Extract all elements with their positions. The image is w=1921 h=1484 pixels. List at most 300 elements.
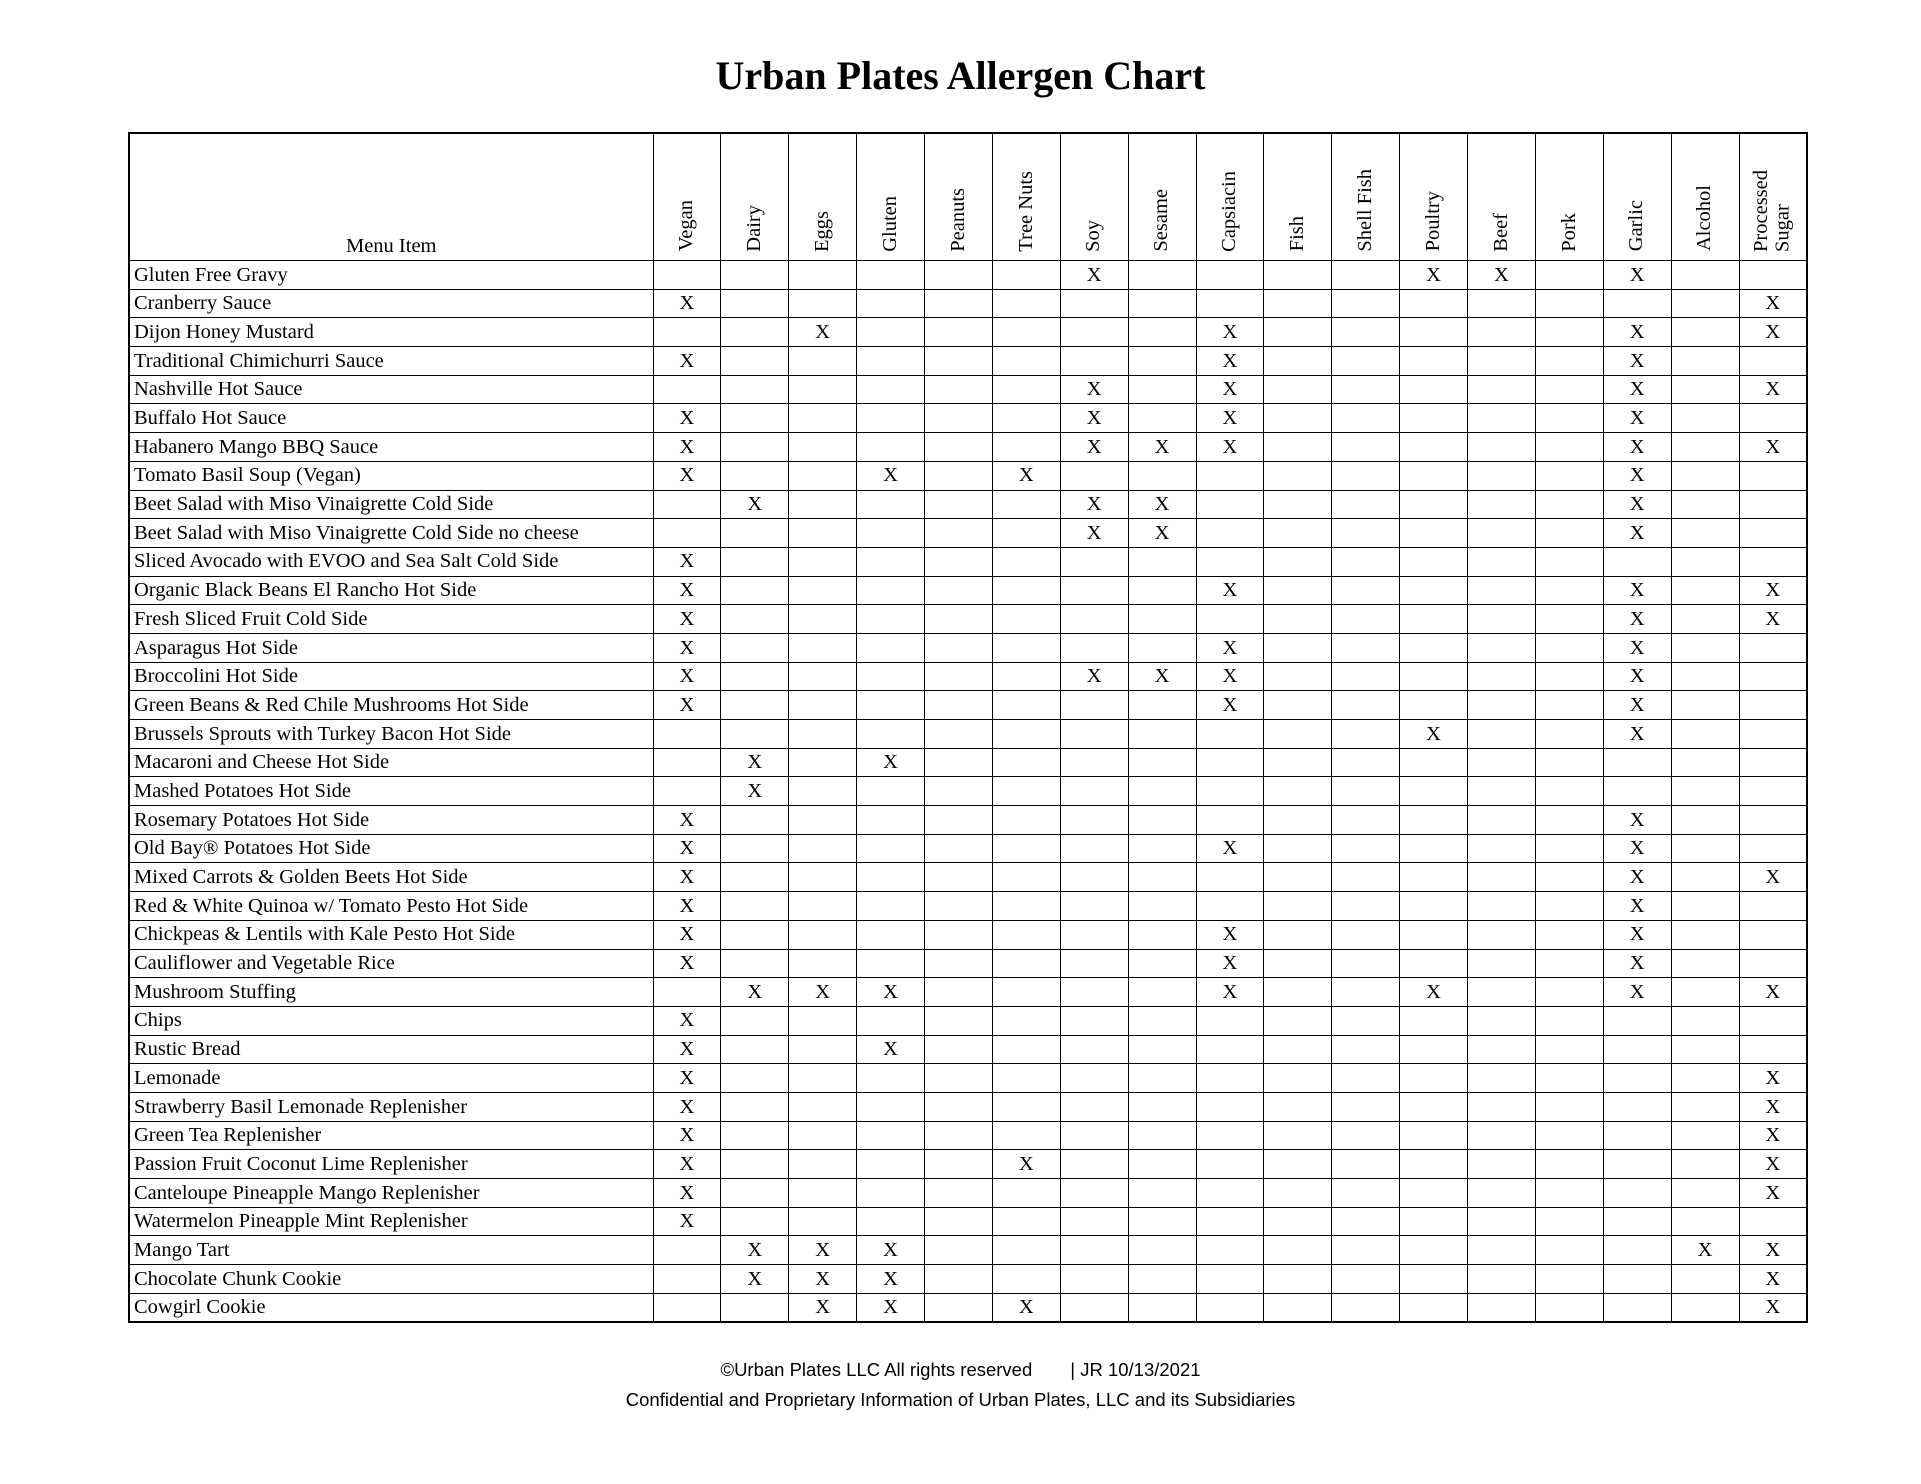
- allergen-cell: [925, 978, 993, 1007]
- allergen-cell: X: [1603, 605, 1671, 634]
- allergen-cell: [1400, 1207, 1468, 1236]
- allergen-cell: [1060, 806, 1128, 835]
- table-row: [129, 978, 1807, 1007]
- allergen-cell: [1196, 1092, 1264, 1121]
- allergen-cell: [925, 605, 993, 634]
- allergen-cell: [925, 834, 993, 863]
- allergen-cell: [1264, 461, 1332, 490]
- allergen-cell: [1128, 375, 1196, 404]
- allergen-cell: [789, 834, 857, 863]
- allergen-cell: [1332, 490, 1400, 519]
- allergen-cell: X: [789, 1236, 857, 1265]
- allergen-cell: [789, 433, 857, 462]
- allergen-cell: X: [653, 461, 721, 490]
- allergen-cell: [789, 892, 857, 921]
- allergen-cell: [1400, 1265, 1468, 1294]
- allergen-cell: [1264, 1265, 1332, 1294]
- allergen-cell: [1400, 1236, 1468, 1265]
- allergen-cell: [1128, 576, 1196, 605]
- table-row: [129, 1121, 1807, 1150]
- allergen-cell: [1468, 892, 1536, 921]
- allergen-cell: [1468, 404, 1536, 433]
- allergen-cell: X: [1196, 920, 1264, 949]
- allergen-cell: [1400, 490, 1468, 519]
- allergen-cell: [1060, 1207, 1128, 1236]
- allergen-cell: [1739, 1006, 1807, 1035]
- allergen-cell: [1196, 1236, 1264, 1265]
- allergen-cell: [1400, 576, 1468, 605]
- menu-item-name: Fresh Sliced Fruit Cold Side: [129, 605, 653, 634]
- allergen-cell: [857, 1006, 925, 1035]
- table-row: [129, 605, 1807, 634]
- allergen-cell: [1603, 1035, 1671, 1064]
- allergen-cell: [721, 834, 789, 863]
- allergen-cell: [1332, 375, 1400, 404]
- allergen-cell: [1400, 777, 1468, 806]
- allergen-cell: [1468, 1121, 1536, 1150]
- allergen-cell: [1264, 662, 1332, 691]
- allergen-cell: [1196, 490, 1264, 519]
- allergen-cell: [1603, 547, 1671, 576]
- allergen-cell: [1535, 1064, 1603, 1093]
- allergen-header: [1332, 133, 1400, 261]
- allergen-cell: [789, 920, 857, 949]
- allergen-cell: [1332, 1150, 1400, 1179]
- allergen-cell: [789, 1150, 857, 1179]
- allergen-cell: [789, 691, 857, 720]
- allergen-cell: [1060, 1092, 1128, 1121]
- allergen-cell: X: [653, 834, 721, 863]
- menu-item-name: Organic Black Beans El Rancho Hot Side: [129, 576, 653, 605]
- allergen-cell: X: [653, 892, 721, 921]
- table-row: [129, 433, 1807, 462]
- allergen-cell: [1264, 375, 1332, 404]
- menu-item-header: Menu Item: [129, 133, 653, 261]
- allergen-cell: X: [1128, 433, 1196, 462]
- allergen-cell: X: [1739, 1121, 1807, 1150]
- allergen-cell: X: [653, 433, 721, 462]
- allergen-cell: [925, 1207, 993, 1236]
- allergen-cell: [1468, 834, 1536, 863]
- allergen-cell: [721, 691, 789, 720]
- allergen-cell: [1468, 1150, 1536, 1179]
- allergen-cell: [721, 806, 789, 835]
- allergen-cell: [857, 834, 925, 863]
- allergen-cell: X: [1128, 662, 1196, 691]
- allergen-cell: X: [653, 863, 721, 892]
- allergen-cell: X: [1060, 519, 1128, 548]
- table-header-row: [129, 133, 1807, 261]
- allergen-cell: [1671, 978, 1739, 1007]
- allergen-cell: [1128, 720, 1196, 749]
- allergen-header: [1739, 133, 1807, 261]
- allergen-cell: X: [1603, 949, 1671, 978]
- allergen-cell: [1671, 920, 1739, 949]
- allergen-cell: [1671, 1265, 1739, 1294]
- allergen-cell: X: [857, 1035, 925, 1064]
- allergen-cell: [1400, 633, 1468, 662]
- allergen-cell: [1128, 1179, 1196, 1208]
- allergen-cell: [1196, 720, 1264, 749]
- allergen-cell: X: [1400, 261, 1468, 290]
- allergen-cell: [1128, 633, 1196, 662]
- allergen-cell: [925, 1006, 993, 1035]
- allergen-cell: [1671, 662, 1739, 691]
- allergen-cell: [1060, 1293, 1128, 1322]
- allergen-cell: X: [721, 777, 789, 806]
- table-row: [129, 748, 1807, 777]
- allergen-header: [857, 133, 925, 261]
- allergen-cell: [1264, 1064, 1332, 1093]
- allergen-cell: [1400, 834, 1468, 863]
- allergen-cell: [992, 404, 1060, 433]
- menu-item-name: Mixed Carrots & Golden Beets Hot Side: [129, 863, 653, 892]
- revision-text: | JR 10/13/2021: [1070, 1359, 1201, 1380]
- allergen-cell: X: [1739, 863, 1807, 892]
- allergen-cell: [1671, 1150, 1739, 1179]
- allergen-cell: [925, 519, 993, 548]
- allergen-cell: X: [1468, 261, 1536, 290]
- table-row: [129, 347, 1807, 376]
- allergen-cell: [857, 347, 925, 376]
- allergen-cell: [1264, 748, 1332, 777]
- allergen-cell: [1468, 1179, 1536, 1208]
- allergen-cell: [992, 978, 1060, 1007]
- allergen-cell: [1060, 720, 1128, 749]
- allergen-cell: [1535, 1121, 1603, 1150]
- footer-line-1: [0, 1355, 1921, 1385]
- allergen-cell: [1468, 777, 1536, 806]
- allergen-header: [1196, 133, 1264, 261]
- allergen-cell: [1060, 1035, 1128, 1064]
- allergen-cell: X: [1603, 662, 1671, 691]
- allergen-cell: [789, 806, 857, 835]
- allergen-cell: X: [789, 1265, 857, 1294]
- allergen-cell: [1264, 1035, 1332, 1064]
- menu-item-name: Mushroom Stuffing: [129, 978, 653, 1007]
- allergen-cell: [992, 949, 1060, 978]
- allergen-cell: X: [653, 404, 721, 433]
- table-row: [129, 404, 1807, 433]
- allergen-cell: [789, 1121, 857, 1150]
- allergen-cell: [1671, 633, 1739, 662]
- allergen-cell: [1060, 347, 1128, 376]
- allergen-cell: [1739, 490, 1807, 519]
- table-row: [129, 834, 1807, 863]
- allergen-cell: [1128, 1265, 1196, 1294]
- allergen-cell: X: [1603, 892, 1671, 921]
- allergen-cell: [1400, 605, 1468, 634]
- allergen-cell: [1196, 547, 1264, 576]
- allergen-cell: [925, 490, 993, 519]
- allergen-cell: [1060, 949, 1128, 978]
- allergen-cell: [1535, 289, 1603, 318]
- allergen-cell: X: [653, 691, 721, 720]
- allergen-header-label: Tree Nuts: [1014, 170, 1037, 252]
- allergen-header: [1671, 133, 1739, 261]
- allergen-cell: [721, 1207, 789, 1236]
- menu-item-name: Broccolini Hot Side: [129, 662, 653, 691]
- table-row: [129, 1150, 1807, 1179]
- allergen-cell: X: [1196, 433, 1264, 462]
- allergen-cell: [857, 691, 925, 720]
- allergen-cell: [1603, 1236, 1671, 1265]
- allergen-cell: [1400, 404, 1468, 433]
- allergen-cell: X: [1739, 605, 1807, 634]
- table-row: [129, 1035, 1807, 1064]
- allergen-cell: X: [1603, 347, 1671, 376]
- allergen-cell: [1332, 920, 1400, 949]
- allergen-cell: [992, 289, 1060, 318]
- allergen-cell: [1468, 1236, 1536, 1265]
- allergen-cell: [925, 949, 993, 978]
- table-row: [129, 1293, 1807, 1322]
- allergen-cell: [653, 519, 721, 548]
- allergen-cell: [1739, 834, 1807, 863]
- page-title: Urban Plates Allergen Chart: [715, 53, 1206, 98]
- allergen-cell: [1060, 1179, 1128, 1208]
- menu-item-name: Tomato Basil Soup (Vegan): [129, 461, 653, 490]
- allergen-cell: [992, 433, 1060, 462]
- allergen-header: [1400, 133, 1468, 261]
- allergen-cell: [721, 1150, 789, 1179]
- allergen-cell: [789, 949, 857, 978]
- allergen-cell: [1535, 777, 1603, 806]
- allergen-cell: X: [1603, 920, 1671, 949]
- allergen-cell: [1535, 978, 1603, 1007]
- table-row: [129, 806, 1807, 835]
- allergen-cell: X: [789, 318, 857, 347]
- allergen-cell: X: [1739, 978, 1807, 1007]
- allergen-cell: [1468, 461, 1536, 490]
- allergen-cell: [653, 777, 721, 806]
- allergen-cell: [1264, 1236, 1332, 1265]
- allergen-cell: X: [1603, 834, 1671, 863]
- allergen-table: [128, 132, 1808, 1323]
- allergen-cell: [1332, 1265, 1400, 1294]
- table-row: [129, 777, 1807, 806]
- allergen-cell: [1196, 1293, 1264, 1322]
- allergen-cell: [1671, 892, 1739, 921]
- allergen-cell: X: [857, 461, 925, 490]
- allergen-cell: [1264, 404, 1332, 433]
- allergen-cell: [1332, 863, 1400, 892]
- allergen-cell: [1060, 978, 1128, 1007]
- allergen-cell: X: [857, 1265, 925, 1294]
- allergen-cell: [1468, 318, 1536, 347]
- allergen-cell: [1128, 834, 1196, 863]
- allergen-cell: [1332, 834, 1400, 863]
- allergen-cell: X: [653, 547, 721, 576]
- allergen-cell: [1264, 261, 1332, 290]
- allergen-cell: X: [1739, 576, 1807, 605]
- allergen-cell: [653, 720, 721, 749]
- allergen-cell: [1400, 691, 1468, 720]
- allergen-cell: [1332, 691, 1400, 720]
- allergen-cell: [992, 1035, 1060, 1064]
- allergen-cell: [1332, 318, 1400, 347]
- allergen-cell: [1535, 691, 1603, 720]
- menu-item-name: Lemonade: [129, 1064, 653, 1093]
- allergen-cell: [1128, 806, 1196, 835]
- allergen-cell: [1128, 289, 1196, 318]
- allergen-cell: [1400, 461, 1468, 490]
- allergen-cell: [1739, 1207, 1807, 1236]
- allergen-cell: [1468, 949, 1536, 978]
- allergen-cell: [1128, 1092, 1196, 1121]
- allergen-cell: [1128, 748, 1196, 777]
- table-row: [129, 720, 1807, 749]
- allergen-cell: [789, 1064, 857, 1093]
- allergen-cell: [1128, 318, 1196, 347]
- allergen-cell: [1739, 777, 1807, 806]
- allergen-cell: [1264, 949, 1332, 978]
- allergen-cell: [1535, 375, 1603, 404]
- allergen-cell: X: [1603, 720, 1671, 749]
- allergen-cell: [653, 375, 721, 404]
- allergen-cell: [1332, 519, 1400, 548]
- allergen-cell: [653, 978, 721, 1007]
- allergen-cell: [789, 375, 857, 404]
- menu-item-name: Buffalo Hot Sauce: [129, 404, 653, 433]
- allergen-cell: [1060, 461, 1128, 490]
- allergen-cell: X: [857, 978, 925, 1007]
- allergen-cell: [1671, 863, 1739, 892]
- allergen-cell: X: [1739, 1236, 1807, 1265]
- allergen-cell: [721, 576, 789, 605]
- allergen-cell: X: [653, 1207, 721, 1236]
- allergen-cell: [992, 318, 1060, 347]
- allergen-header-label: Capsiacin: [1218, 170, 1241, 252]
- menu-item-name: Cowgirl Cookie: [129, 1293, 653, 1322]
- allergen-cell: X: [1196, 978, 1264, 1007]
- allergen-cell: [1332, 1092, 1400, 1121]
- table-row: [129, 1092, 1807, 1121]
- allergen-cell: X: [1196, 949, 1264, 978]
- allergen-cell: [1603, 1092, 1671, 1121]
- allergen-cell: [1400, 1006, 1468, 1035]
- table-row: [129, 461, 1807, 490]
- allergen-cell: X: [1603, 433, 1671, 462]
- allergen-cell: [1400, 318, 1468, 347]
- menu-item-name: Chickpeas & Lentils with Kale Pesto Hot Side: [129, 920, 653, 949]
- allergen-cell: [1535, 1150, 1603, 1179]
- allergen-cell: X: [1196, 691, 1264, 720]
- allergen-cell: [1332, 1293, 1400, 1322]
- allergen-cell: X: [653, 605, 721, 634]
- allergen-cell: [1400, 519, 1468, 548]
- allergen-header-label: Vegan: [675, 200, 698, 252]
- allergen-cell: [1603, 289, 1671, 318]
- allergen-cell: [1535, 576, 1603, 605]
- allergen-cell: [1468, 978, 1536, 1007]
- allergen-cell: [857, 1092, 925, 1121]
- allergen-cell: X: [1739, 1293, 1807, 1322]
- allergen-cell: [1739, 720, 1807, 749]
- allergen-cell: [789, 863, 857, 892]
- menu-item-name: Green Beans & Red Chile Mushrooms Hot Side: [129, 691, 653, 720]
- allergen-cell: [925, 433, 993, 462]
- allergen-cell: [653, 1265, 721, 1294]
- allergen-cell: [1468, 576, 1536, 605]
- allergen-cell: [1671, 949, 1739, 978]
- allergen-cell: [1671, 1207, 1739, 1236]
- allergen-header-label: Peanuts: [946, 187, 969, 252]
- allergen-cell: [925, 547, 993, 576]
- allergen-cell: [1535, 892, 1603, 921]
- allergen-cell: [1060, 1150, 1128, 1179]
- allergen-cell: [1332, 605, 1400, 634]
- allergen-cell: [1400, 289, 1468, 318]
- allergen-header: [1535, 133, 1603, 261]
- allergen-cell: [1060, 605, 1128, 634]
- allergen-cell: [1535, 1006, 1603, 1035]
- allergen-cell: [1468, 490, 1536, 519]
- allergen-cell: [721, 1006, 789, 1035]
- allergen-cell: X: [1196, 834, 1264, 863]
- allergen-cell: [1535, 461, 1603, 490]
- allergen-cell: [1468, 720, 1536, 749]
- allergen-cell: X: [1739, 433, 1807, 462]
- allergen-cell: [1671, 748, 1739, 777]
- allergen-cell: [857, 1150, 925, 1179]
- allergen-header: [1468, 133, 1536, 261]
- allergen-cell: [1603, 1207, 1671, 1236]
- allergen-cell: [992, 576, 1060, 605]
- allergen-cell: [1603, 1006, 1671, 1035]
- menu-item-name: Habanero Mango BBQ Sauce: [129, 433, 653, 462]
- allergen-cell: [1671, 1064, 1739, 1093]
- allergen-cell: [1400, 1121, 1468, 1150]
- allergen-cell: [925, 777, 993, 806]
- allergen-header-label: Gluten: [878, 195, 901, 252]
- allergen-cell: [857, 375, 925, 404]
- allergen-cell: [1535, 318, 1603, 347]
- allergen-cell: [1196, 1150, 1264, 1179]
- allergen-cell: X: [1739, 289, 1807, 318]
- confidential-text: Confidential and Proprietary Information of Urban Plates, LLC and its Subsidiaries: [625, 1389, 1296, 1410]
- allergen-cell: [925, 1092, 993, 1121]
- allergen-cell: [857, 949, 925, 978]
- allergen-cell: [721, 1064, 789, 1093]
- allergen-cell: [1196, 1006, 1264, 1035]
- allergen-header-label: Soy: [1082, 219, 1105, 252]
- allergen-cell: [1400, 1064, 1468, 1093]
- allergen-cell: [1264, 347, 1332, 376]
- allergen-cell: [1332, 547, 1400, 576]
- allergen-cell: [857, 920, 925, 949]
- allergen-cell: [1264, 1092, 1332, 1121]
- allergen-cell: [1739, 547, 1807, 576]
- allergen-cell: X: [653, 920, 721, 949]
- allergen-cell: [992, 662, 1060, 691]
- allergen-cell: X: [1739, 318, 1807, 347]
- allergen-cell: X: [1739, 1064, 1807, 1093]
- allergen-cell: [1264, 519, 1332, 548]
- allergen-cell: [857, 1179, 925, 1208]
- allergen-cell: [992, 777, 1060, 806]
- allergen-cell: [1671, 1121, 1739, 1150]
- allergen-cell: [992, 892, 1060, 921]
- allergen-cell: [925, 318, 993, 347]
- allergen-cell: X: [1739, 1150, 1807, 1179]
- allergen-cell: [992, 1265, 1060, 1294]
- allergen-cell: [1468, 1064, 1536, 1093]
- menu-item-name: Sliced Avocado with EVOO and Sea Salt Cold Side: [129, 547, 653, 576]
- allergen-cell: [1264, 547, 1332, 576]
- allergen-cell: [992, 347, 1060, 376]
- allergen-header-label: Garlic: [1625, 200, 1648, 252]
